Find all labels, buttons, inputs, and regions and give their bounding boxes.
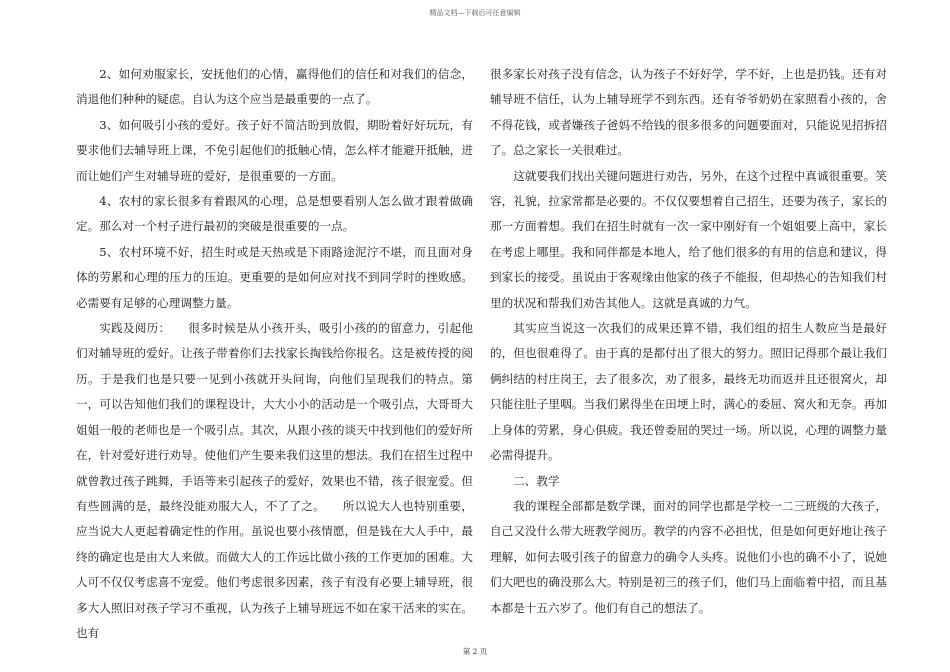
- section-heading: 二、教学: [513, 473, 560, 488]
- paragraph: 2、如何劝服家长，安抚他们的心情，赢得他们的信任和对我们的信念，消退他们种种的疑虑。自认为这个应当是最重要的一点了。: [76, 67, 473, 107]
- page-number: 第 2 页: [462, 647, 488, 656]
- paragraph: 我的课程全部都是数学课，面对的同学也都是学校一二三班级的大孩子，自己又没什么带大班教学阅历。教学的内容不必担忧，但是如何更好地让孩子理解，如何去吸引孩子的留意力的确令人头疼。说他们小也的确不小了，说她们大吧也的确没那么大。特别是初三的孩子们，他们马上面临着中招，而且基本都是十五六岁了。他们有自己的想法了。: [490, 498, 887, 615]
- right-column: [490, 62, 887, 621]
- page-header: 精品文档—下载后可任意编辑: [429, 9, 521, 17]
- paragraph: 5、农村环境不好，招生时或是天热或是下雨路途泥泞不堪，而且面对身体的劳累和心理的压力的压迫。更重要的是如何应对找不到同学时的挫败感。必需要有足够的心理调整力量。: [76, 244, 473, 310]
- paragraph: 实践及阅历： 很多时候是从小孩开头，吸引小孩的的留意力，引起他们对辅导班的爱好。让孩子带着你们去找家长掏钱给你报名。这是被传授的阅历。于是我们也是只要一见到小孩就开头问询，向他们呈现我们的特点。第一，可以告知他们我们的课程设计，大大小小的活动是一个吸引点，大哥哥大姐姐一般的老师也是一个吸引点。其次，从跟小孩的谈天中找到他们的爱好所在，针对爱好进行劝导。使他们产生要来我们这里的想法。我们在招生过程中就曾教过孩子跳舞，手语等来引起孩子的爱好，效果也不错，孩子很宠爱。但有些圆满的是，最终没能劝服大人，不了了之。 所以说大人也特别重要，应当说大人更起着确定性的作用。虽说也要小孩情愿，但是钱在大人手中，最终的确定也是由大人来做。而做大人的工作远比做小孩的工作更加的困难。大人可不仅仅考虑喜不宠爱。他们考虑很多因素，孩子有没有必要上辅导班，很多大人照旧对孩子学习不重视，认为孩子上辅导班远不如在家干活来的实在。也有: [76, 321, 473, 640]
- paragraph: 其实应当说这一次我们的成果还算不错，我们组的招生人数应当是最好的，但也很难得了。由于真的是都付出了很大的努力。照旧记得那个最让我们俩纠结的村庄岗王，去了很多次，劝了很多，最终无功而返并且还很窝火，却只能往肚子里咽。当我们累得坐在田埂上时，满心的委屈、窝火和无奈。再加上身体的劳累，身心俱疲。我还曾委屈的哭过一场。所以说，心理的调整力量必需得提升。: [490, 321, 887, 463]
- paragraph: 3、如何吸引小孩的爱好。孩子好不简洁盼到放假，期盼着好好玩玩，有要求他们去辅导班上课，不免引起他们的抵触心情，怎么样才能避开抵触，进而让她们产生对辅导班的爱好，是很重要的一方面。: [76, 117, 473, 183]
- paragraph: 4、农村的家长很多有着跟风的心理，总是想要看别人怎么做才跟着做确定。那么对一个村子进行最初的突破是很重要的一点。: [76, 194, 473, 234]
- paragraph: 这就要我们找出关键问题进行劝告，另外，在这个过程中真诚很重要。笑容，礼貌，拉家常都是必要的。不仅仅要想着自己招生，还要为孩子，家长的那一方面着想。我们在招生时就有一次一家中刚好有一个姐姐要上高中，家长在考虑上哪里。我和同伴都是本地人，给了他们很多的有用的信息和建议，得到家长的接受。虽说由于客观缘由他家的孩子不能报，但却热心的告知我们村里的状况和帮我们劝告其他人。这就是真诚的力气。: [490, 168, 887, 310]
- left-column: [76, 62, 473, 646]
- paragraph: 很多家长对孩子没有信念，认为孩子不好好学，学不好，上也是扔钱。还有对辅导班不信任，认为上辅导班学不到东西。还有爷爷奶奶在家照看小孩的，舍不得花钱，或者嫌孩子爸妈不给钱的很多很多的问题要面对，只能说见招拆招了。总之家长一关很难过。: [490, 67, 887, 158]
